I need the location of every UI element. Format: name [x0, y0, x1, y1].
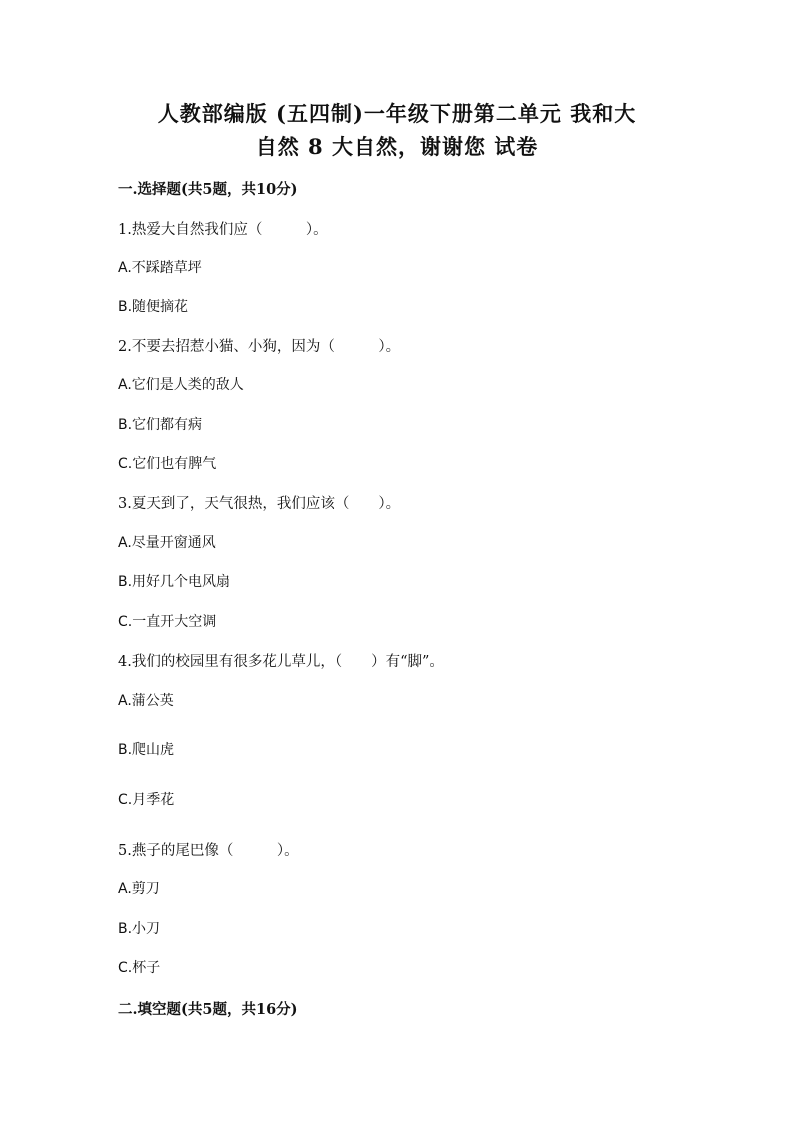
question-2: 2.不要去招惹小猫、小狗，因为（ ）。 [118, 339, 401, 355]
question-5-option-a: A.剪刀 [118, 881, 160, 897]
question-2-option-a: A.它们是人类的敌人 [118, 377, 244, 393]
question-3: 3.夏天到了，天气很热，我们应该（ ）。 [118, 496, 401, 512]
question-1: 1.热爱大自然我们应（ ）。 [118, 222, 328, 238]
question-3-option-b: B.用好几个电风扇 [118, 574, 231, 590]
question-3-option-a: A.尽量开窗通风 [118, 535, 216, 551]
question-2-option-b: B.它们都有病 [118, 417, 203, 433]
section-heading-fill-blank: 二.填空题(共5题，共16分) [118, 1001, 298, 1018]
question-1-option-a: A.不踩踏草坪 [118, 260, 202, 276]
question-4-option-c: C.月季花 [118, 792, 175, 808]
question-1-option-b: B.随便摘花 [118, 299, 189, 315]
section-heading-choice: 一.选择题(共5题，共10分) [118, 181, 298, 198]
question-3-option-c: C.一直开大空调 [118, 614, 217, 630]
question-2-option-c: C.它们也有脾气 [118, 456, 217, 472]
question-4: 4.我们的校园里有很多花儿草儿，（ ）有“脚”。 [118, 654, 444, 670]
title-line-2: 自然 8 大自然，谢谢您 试卷 [255, 134, 539, 159]
title-line-1: 人教部编版 (五四制)一年级下册第二单元 我和大 [157, 101, 637, 126]
question-4-option-a: A.蒲公英 [118, 693, 174, 709]
question-5-option-b: B.小刀 [118, 921, 161, 937]
question-5-option-c: C.杯子 [118, 960, 161, 976]
question-4-option-b: B.爬山虎 [118, 742, 175, 758]
question-5: 5.燕子的尾巴像（ ）。 [118, 843, 299, 859]
